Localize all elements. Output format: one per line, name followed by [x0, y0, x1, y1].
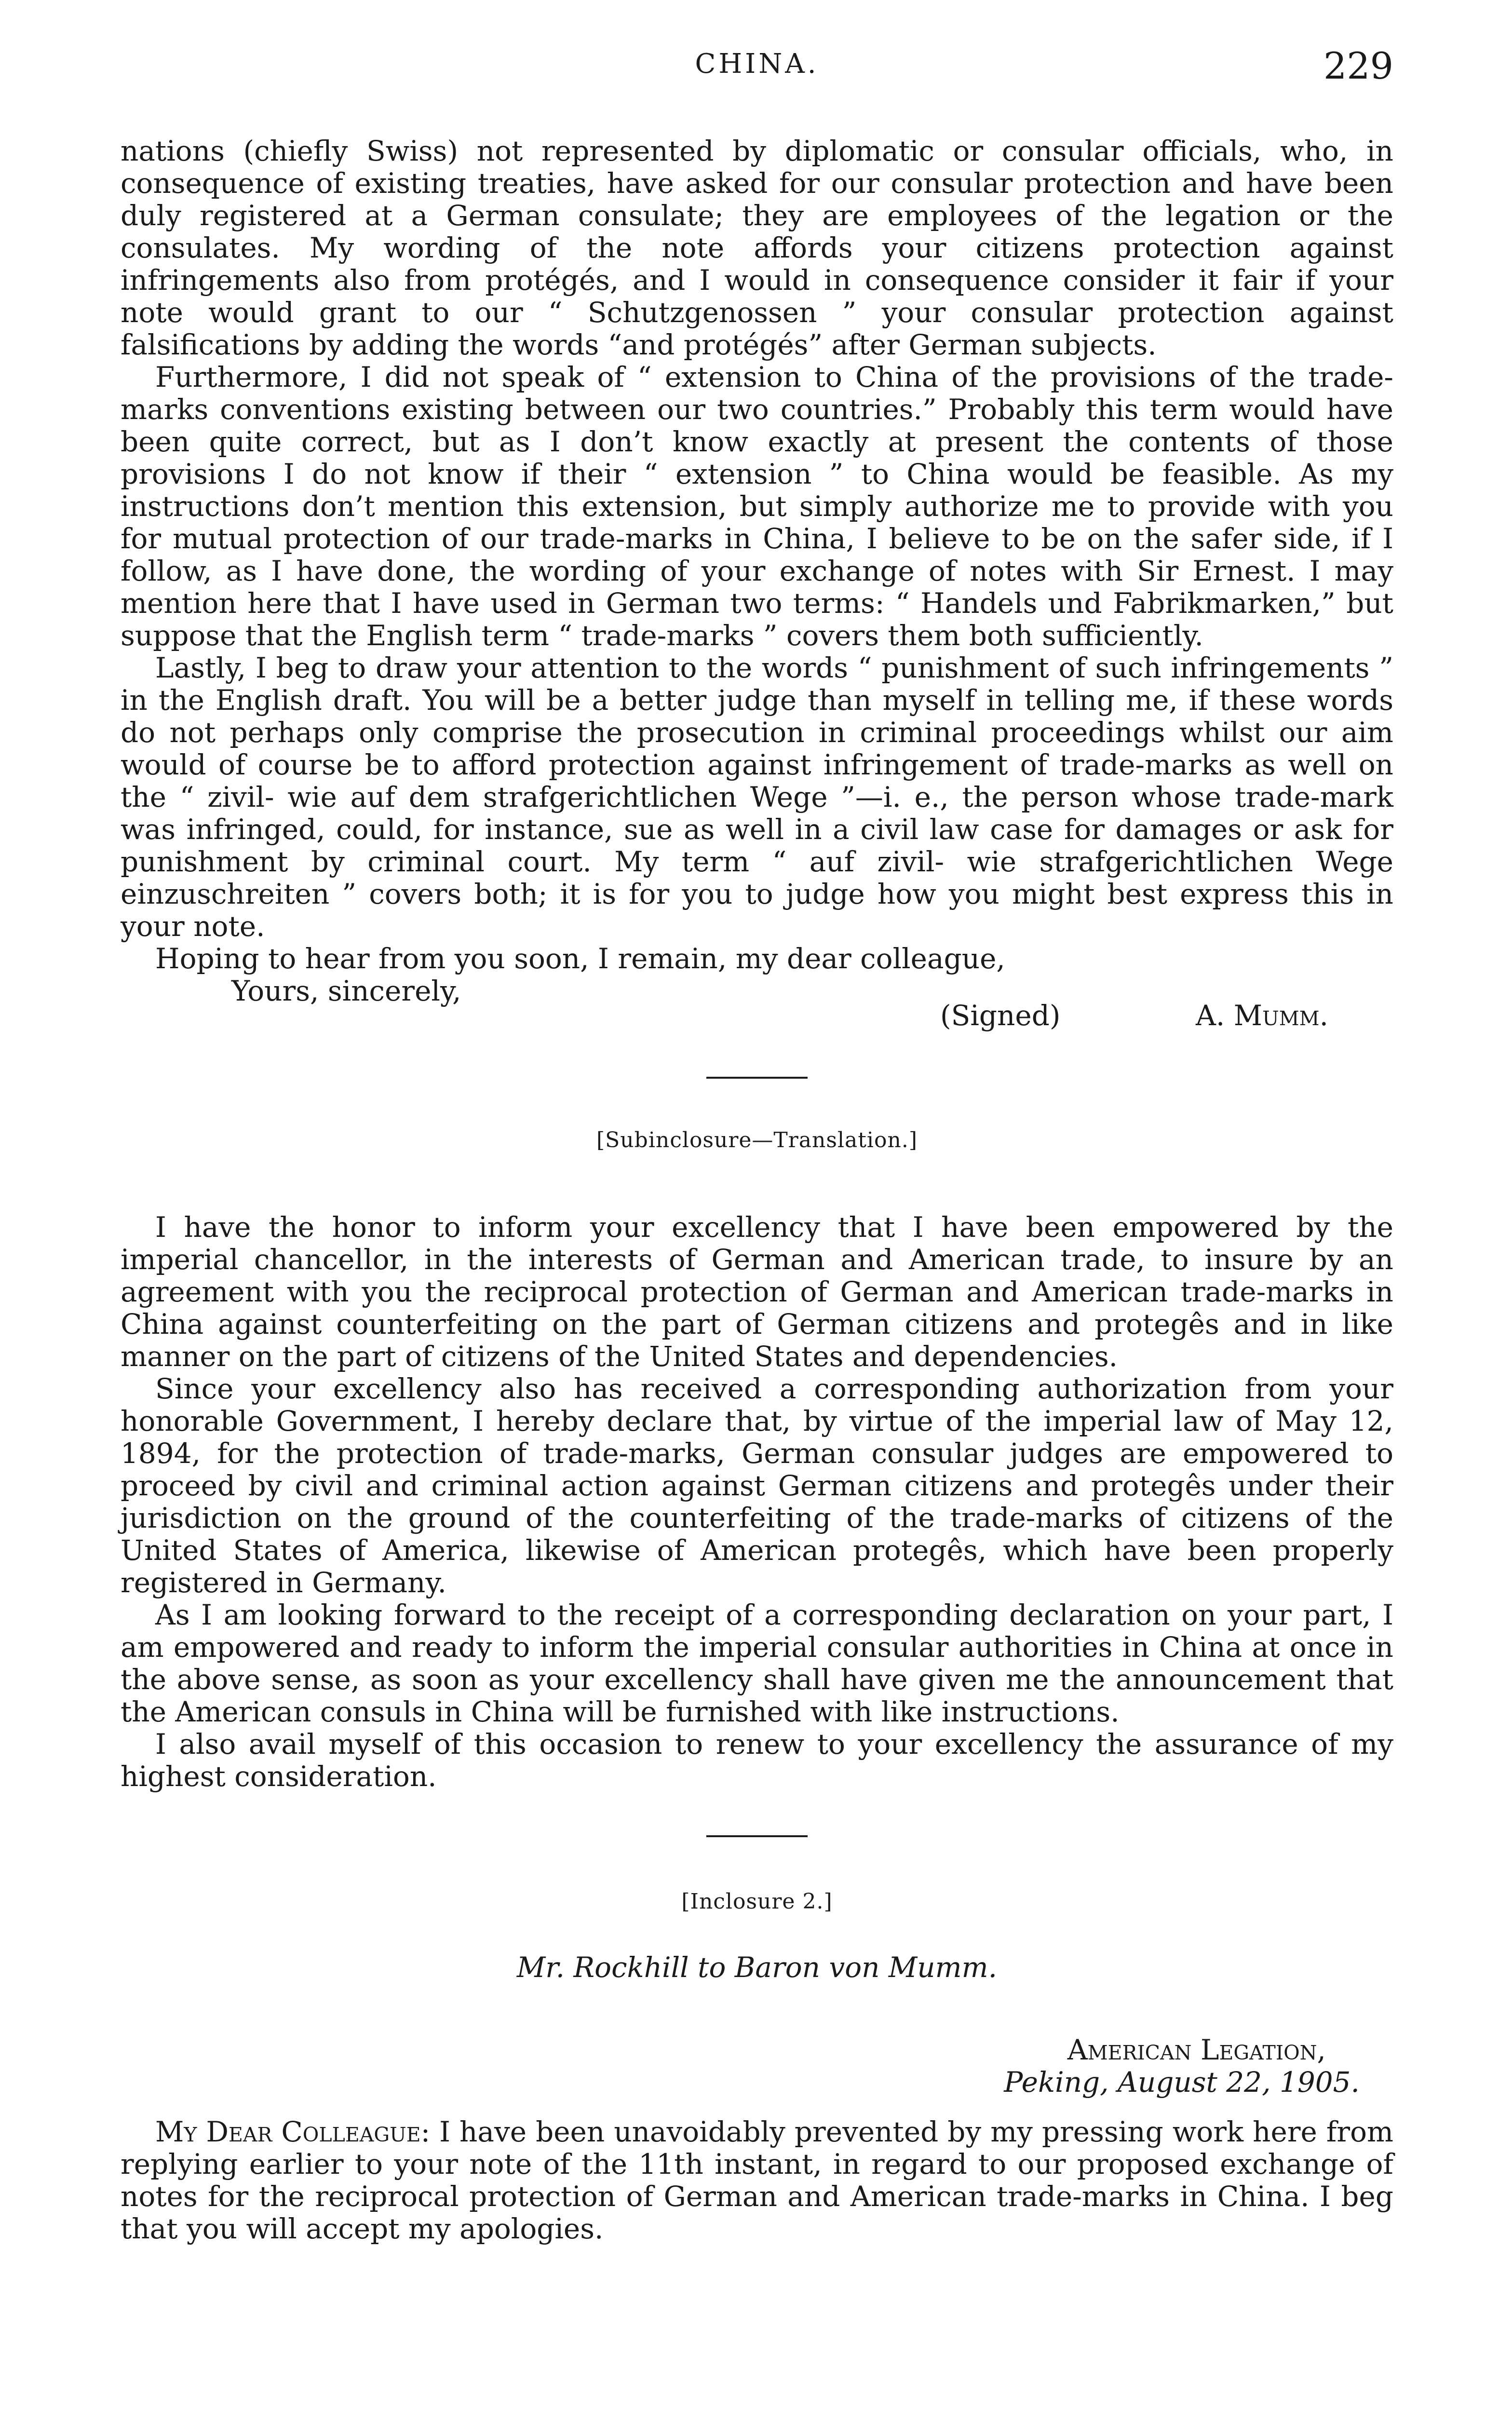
salutation: My Dear Colleague [155, 2115, 421, 2148]
letter-valediction: Yours, sincerely, [231, 975, 461, 1007]
subinclosure-paragraph-3: As I am looking forward to the receipt of a corresponding declaration on your part, I am empowered and ready to inform the imperial consular authorities in China at once in the above sense, as soon as your excellency shall have given me the announcement that the American consuls in China will be furnished with like instructions. [121, 1598, 1393, 1728]
subinclosure-heading: [Subinclosure—Translation.] [596, 1128, 918, 1152]
letter-furthermore-paragraph: Furthermore, I did not speak of “ extension to China of the provisions of the trade-marks conventions existing between our two countries.” Probably this term would have been quite correct, but as I don’t know exactly at present the contents of those provisions I do not know if their “ extension ” to China would be feasible. As my instructions don’t mention this extension, but simply authorize me to provide with you for mutual protection of our trade-marks in China, I believe to be on the safer side, if I follow, as I have done, the wording of your exchange of notes with Sir Ernest. I may mention here that I have used in German two terms: “ Handels und Fabrikmarken,” but suppose that the English term “ trade-marks ” covers them both sufficiently. [121, 361, 1393, 652]
section-divider [706, 1835, 808, 1837]
subinclosure-paragraph-1: I have the honor to inform your excellency that I have been empowered by the imperial chancellor, in the interests of German and American trade, to insure by an agreement with you the reciprocal protection of German and American trade-marks in China against counterfeiting on the part of German citizens and protegês and in like manner on the part of citizens of the United States and dependencies. [121, 1211, 1393, 1373]
inclosure-2-heading: [Inclosure 2.] [681, 1889, 833, 1914]
rockhill-letter-paragraph [121, 2116, 1393, 2245]
dateline-place: American Legation, [1067, 2033, 1326, 2066]
signature-block [121, 1000, 1393, 1034]
running-title: CHINA. [695, 48, 819, 80]
signed-label: (Signed) [940, 999, 1061, 1032]
letter-continuation-paragraph: nations (chiefly Swiss) not represented by diplomatic or consular officials, who, in consequence of existing treaties, have asked for our consular protection and have been duly registered at a German consulate; they are employees of the legation or the consulates. My wording of the note affords your citizens protection against infringements also from protégés, and I would in consequence consider it fair if your note would grant to our “ Schutzgenossen ” your consular protection against falsifications by adding the words “and protégés” after German subjects. [121, 135, 1393, 361]
dateline-date: Peking, August 22, 1905. [1004, 2066, 1360, 2099]
subinclosure-paragraph-2: Since your excellency also has received a corresponding authorization from your honorable Government, I hereby declare that, by virtue of the imperial law of May 12, 1894, for the protection of trade-marks, German consular judges are empowered to proceed by civil and criminal action against German citizens and protegês under their jurisdiction on the ground of the counterfeiting of the trade-marks of citizens of the United States of America, likewise of American protegês, which have been properly registered in Germany. [121, 1372, 1393, 1599]
letter-title: Mr. Rockhill to Baron von Mumm. [516, 1951, 998, 1984]
page-body [121, 135, 1393, 2245]
letter-closing: Hoping to hear from you soon, I remain, my dear colleague, [155, 942, 1005, 975]
signer-name: A. Mumm. [1196, 999, 1329, 1032]
page-number: 229 [1323, 44, 1393, 87]
letter-lastly-paragraph: Lastly, I beg to draw your attention to the words “ punishment of such infringements ” in the English draft. You will be a better judge than myself in telling me, if these words do not perhaps only comprise the prosecution in criminal proceedings whilst our aim would of course be to afford protection against infringement of trade-marks as well on the “ zivil- wie auf dem strafgerichtlichen Wege ”—i. e., the person whose trade-mark was infringed, could, for instance, sue as well in a civil law case for damages or ask for punishment by criminal court. My term “ auf zivil- wie strafgerichtlichen Wege einzuschreiten ” covers both; it is for you to judge how you might best express this in your note. [121, 651, 1393, 943]
section-divider [706, 1077, 808, 1079]
subinclosure-paragraph-4: I also avail myself of this occasion to renew to your excellency the assurance of my highest consideration. [121, 1728, 1393, 1793]
running-head [121, 44, 1393, 92]
rockhill-letter-body: : I have been unavoidably prevented by my pressing work here from replying earlier to your note of the 11th instant, in regard to our proposed exchange of notes for the reciprocal protection of German and American trade-marks in China. I beg that you will accept my apologies. [121, 2115, 1393, 2245]
